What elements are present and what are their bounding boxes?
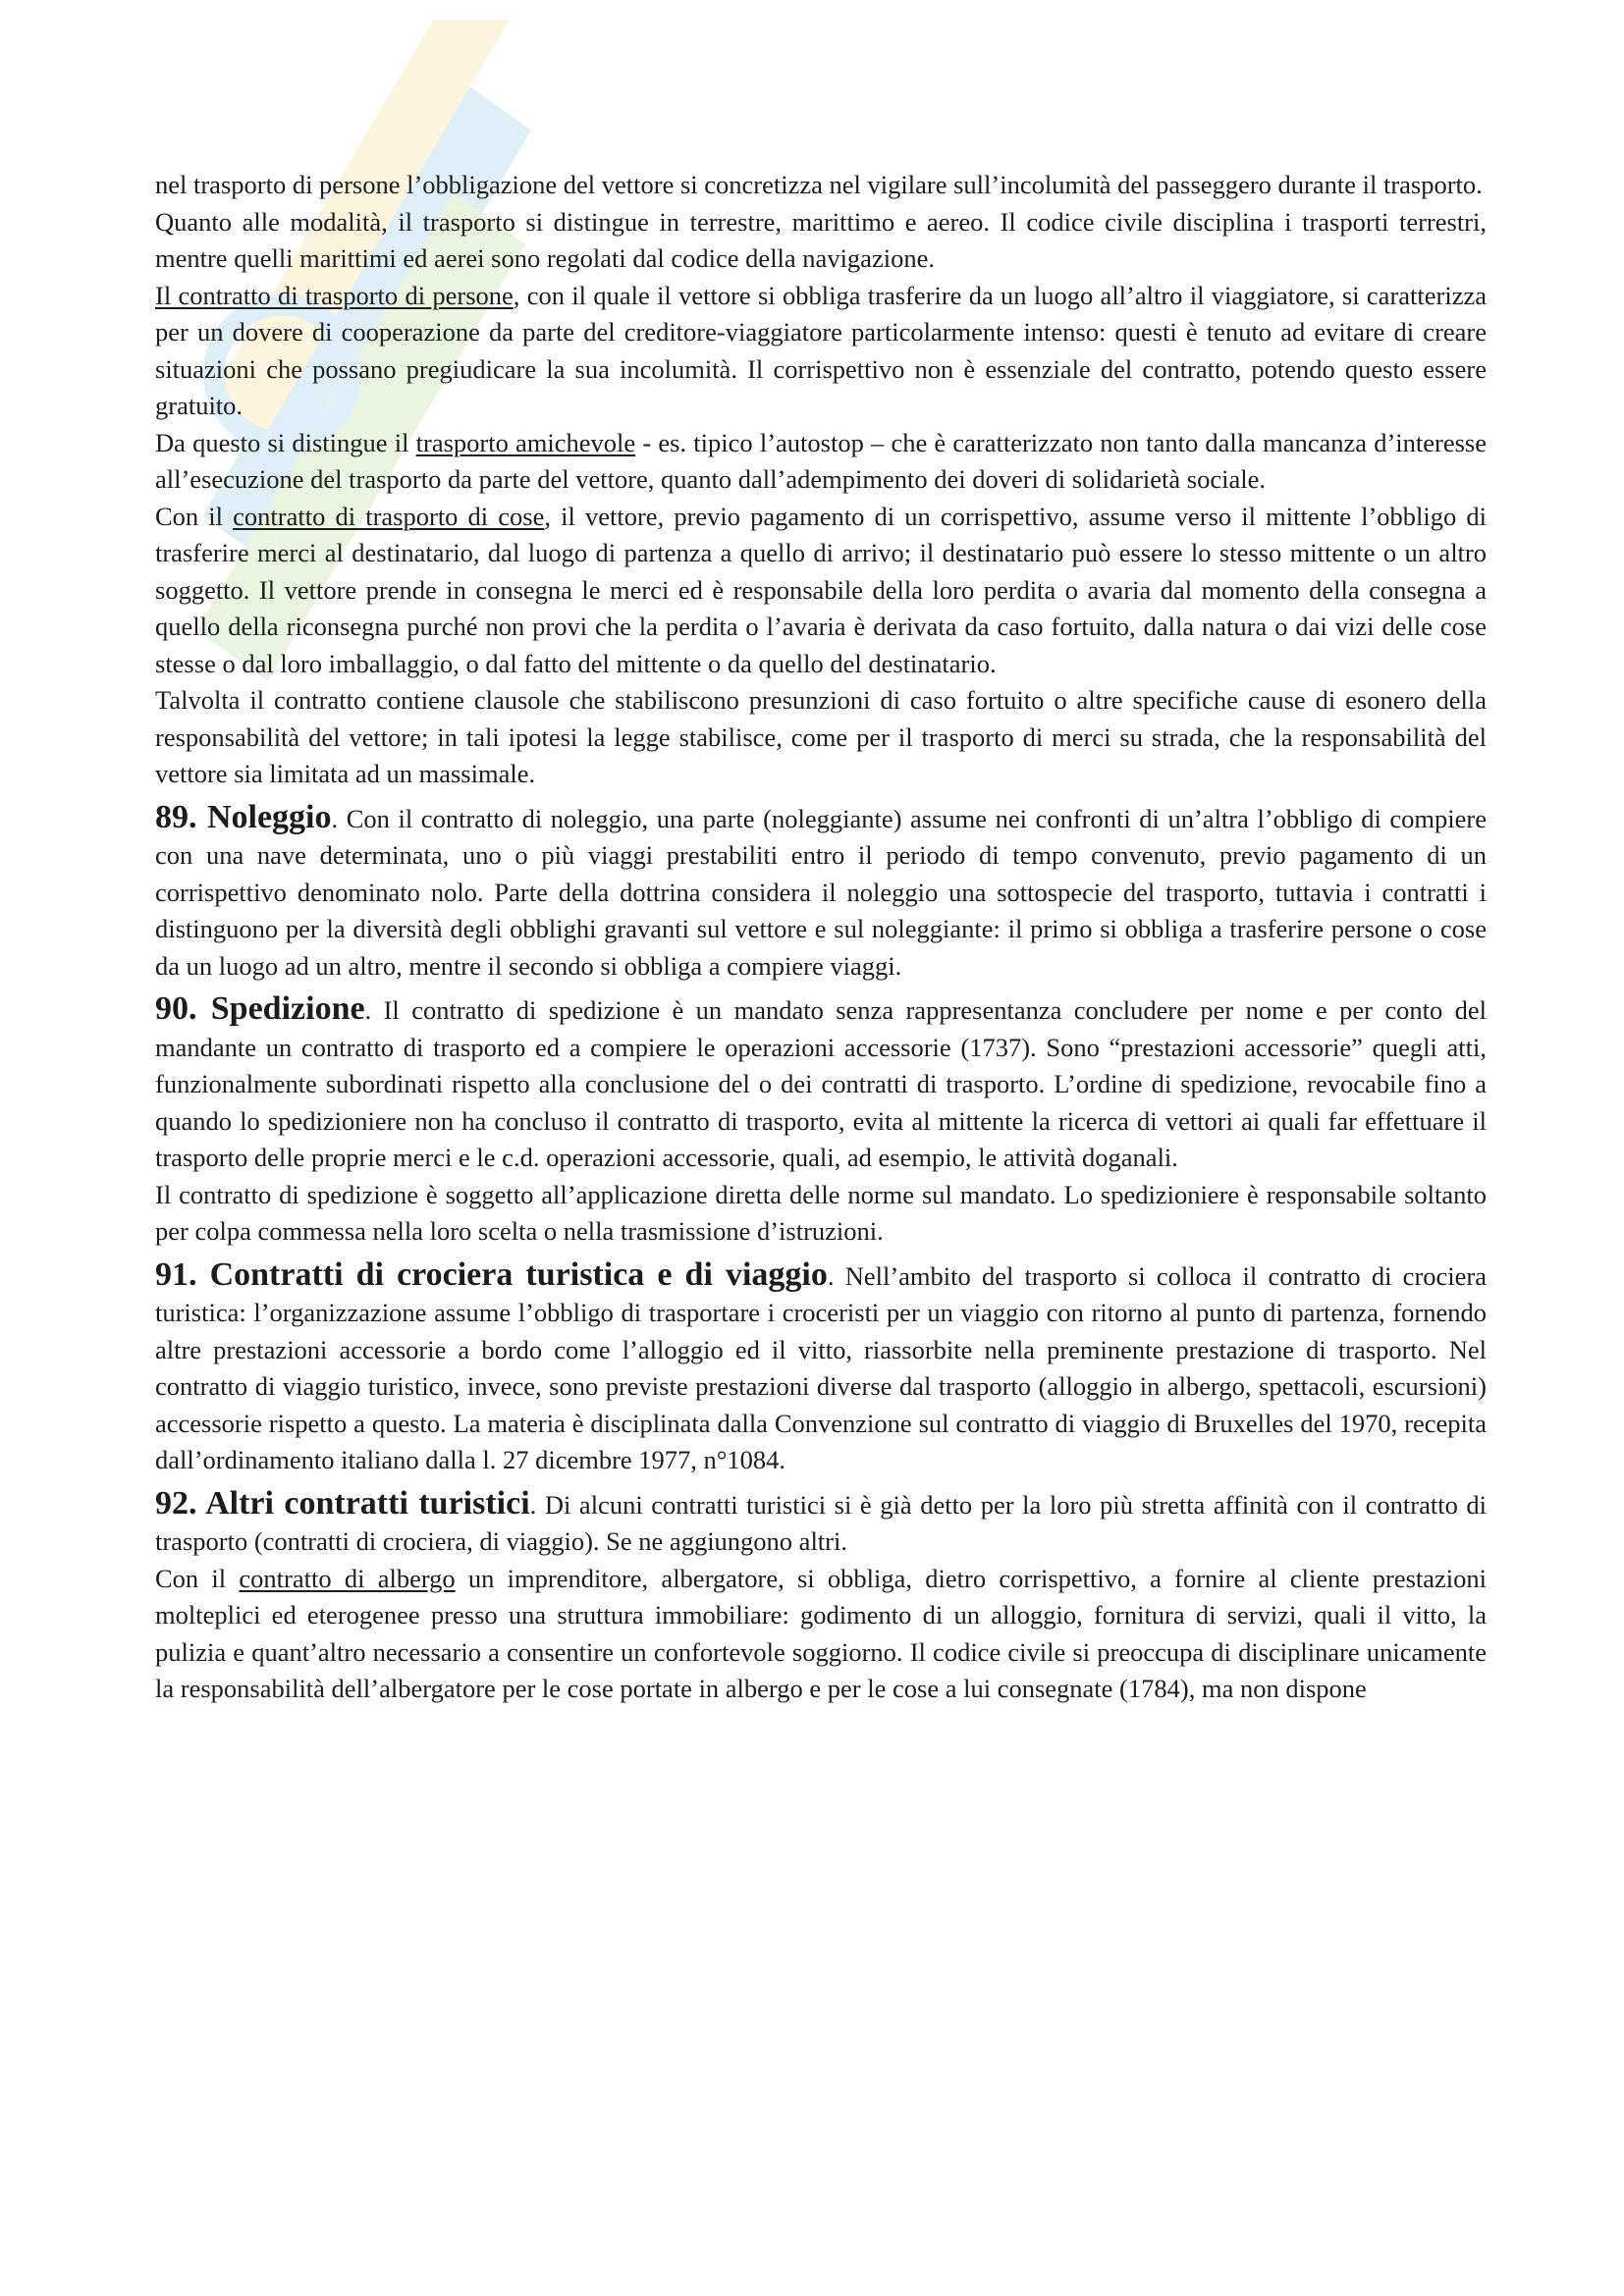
underlined-term: contratto di albergo <box>239 1563 456 1593</box>
paragraph: Il contratto di spedizione è soggetto all’applicazione diretta delle norme sul mandato. Lo spedizioniere è responsabile soltanto per colpa commessa nella loro scelta o nella trasmissione d’istruzioni. <box>155 1179 1487 1246</box>
underlined-term: trasporto amichevole <box>415 427 636 457</box>
section-89 <box>155 799 1487 986</box>
section-heading: 90. Spedizione <box>155 990 365 1027</box>
paragraph-text: . Con il contratto di noleggio, una parte (noleggiante) assume nei confronti di un’altra l’obbligo di compiere con una nave determinata, uno o più viaggi prestabiliti entro il periodo di tempo convenuto, previo pagamento di un corrispettivo denominato nolo. Parte della dottrina considera il noleggio una sottospecie del trasporto, tuttavia i contratti i distinguono per la diversità degli obblighi gravanti sul vettore e sul noleggiante: il primo si obbliga a trasferire persone o cose da un luogo ad un altro, mentre il secondo si obbliga a compiere viaggi. <box>155 803 1488 981</box>
paragraph-text: un imprenditore, albergatore, si obbliga, dietro corrispettivo, a fornire al cliente prestazioni molteplici ed eterogenee presso una struttura immobiliare: godimento di un alloggio, fornitura di servizi, quali il vitto, la pulizia e quant’altro necessario a consentire un confortevole soggiorno. Il codice civile si preoccupa di disciplinare unicamente la responsabilità dell’albergatore per le cose portate in albergo e per le cose a lui consegnate (1784), ma non dispone <box>155 1563 1487 1703</box>
paragraph <box>155 425 1487 499</box>
paragraph-text: , con il quale il vettore si obbliga trasferire da un luogo all’altro il viaggiatore, si caratterizza per un dovere di cooperazione da parte del creditore-viaggiatore particolarmente intenso: questi è tenuto ad evitare di creare situazioni che possano pregiudicare la sua incolumità. Il corrispettivo non è essenziale del contratto, potendo questo essere gratuito. <box>155 280 1487 420</box>
paragraph-text: , il vettore, previo pagamento di un corrispettivo, assume verso il mittente l’obbligo di trasferire merci al destinatario, dal luogo di partenza a quello di arrivo; il destinatario può essere lo stesso mittente o un altro soggetto. Il vettore prende in consegna le merci ed è responsabile della loro perdita o avaria dal momento della consegna a quello della riconsegna purché non provi che la perdita o l’avaria è derivata da caso fortuito, dalla natura o dai vizi delle cose stesse o dal loro imballaggio, o dal fatto del mittente o da quello del destinatario. <box>155 501 1487 678</box>
paragraph <box>155 499 1487 683</box>
section-92 <box>155 1485 1487 1561</box>
section-heading: 89. Noleggio <box>155 798 332 835</box>
paragraph <box>155 278 1487 425</box>
paragraph-text: . Di alcuni contratti turistici si è già detto per la loro più stretta affinità con il contratto di trasporto (contratti di crociera, di viaggio). Se ne aggiungono altri. <box>155 1489 1488 1556</box>
paragraph-text: - es. tipico l’autostop – che è caratterizzato non tanto dalla mancanza d’interesse all’esecuzione del trasporto da parte del vettore, quanto dall’adempimento dei doveri di solidarietà sociale. <box>155 427 1487 494</box>
section-91 <box>155 1256 1487 1479</box>
section-heading: 92. Altri contratti turistici <box>155 1484 530 1522</box>
section-90 <box>155 990 1487 1177</box>
paragraph-text: . Il contratto di spedizione è un mandato senza rappresentanza concludere per nome e per conto del mandante un contratto di trasporto ed a compiere le operazioni accessorie (1737). Sono “prestazioni accessorie” quegli atti, funzionalmente subordinati rispetto alla conclusione del o dei contratti di trasporto. L’ordine di spedizione, revocabile fino a quando lo spedizioniere non ha concluso il contratto di trasporto, evita al mittente la ricerca di vettori ai quali far effettuare il trasporto delle proprie merci e le c.d. operazioni accessorie, quali, ad esempio, le attività doganali. <box>155 995 1487 1172</box>
paragraph-text: Da questo si distingue il <box>155 427 416 457</box>
paragraph: Talvolta il contratto contiene clausole che stabiliscono presunzioni di caso fortuito o altre specifiche cause di esonero della responsabilità del vettore; in tali ipotesi la legge stabilisce, come per il trasporto di merci su strada, che la responsabilità del vettore sia limitata ad un massimale. <box>155 685 1487 788</box>
paragraph-text: . Nell’ambito del trasporto si colloca il contratto di crociera turistica: l’organizzazione assume l’obbligo di trasportare i croceristi per un viaggio con ritorno al punto di partenza, fornendo altre prestazioni accessorie a bordo come l’alloggio ed il vitto, riassorbite nella preminente prestazione di trasporto. Nel contratto di viaggio turistico, invece, sono previste prestazioni diverse dal trasporto (alloggio in albergo, spettacoli, escursioni) accessorie rispetto a questo. La materia è disciplinata dalla Convenzione sul contratto di viaggio di Bruxelles del 1970, recepita dall’ordinamento italiano dalla l. 27 dicembre 1977, n°1084. <box>155 1260 1487 1474</box>
underlined-term: contratto di trasporto di cose <box>233 501 545 531</box>
document-page <box>155 167 1487 1708</box>
paragraph: Quanto alle modalità, il trasporto si distingue in terrestre, marittimo e aereo. Il codice civile disciplina i trasporti terrestri, mentre quelli marittimi ed aerei sono regolati dal codice della navigazione. <box>155 206 1487 273</box>
paragraph: nel trasporto di persone l’obbligazione del vettore si concretizza nel vigilare sull’incolumità del passeggero durante il trasporto. <box>155 170 1483 199</box>
section-heading: 91. Contratti di crociera turistica e di viaggio <box>155 1255 828 1293</box>
paragraph-text: Con il <box>155 1563 240 1593</box>
underlined-term: Il contratto di trasporto di persone <box>155 280 514 310</box>
paragraph <box>155 1561 1487 1708</box>
paragraph-text: Con il <box>155 501 234 531</box>
